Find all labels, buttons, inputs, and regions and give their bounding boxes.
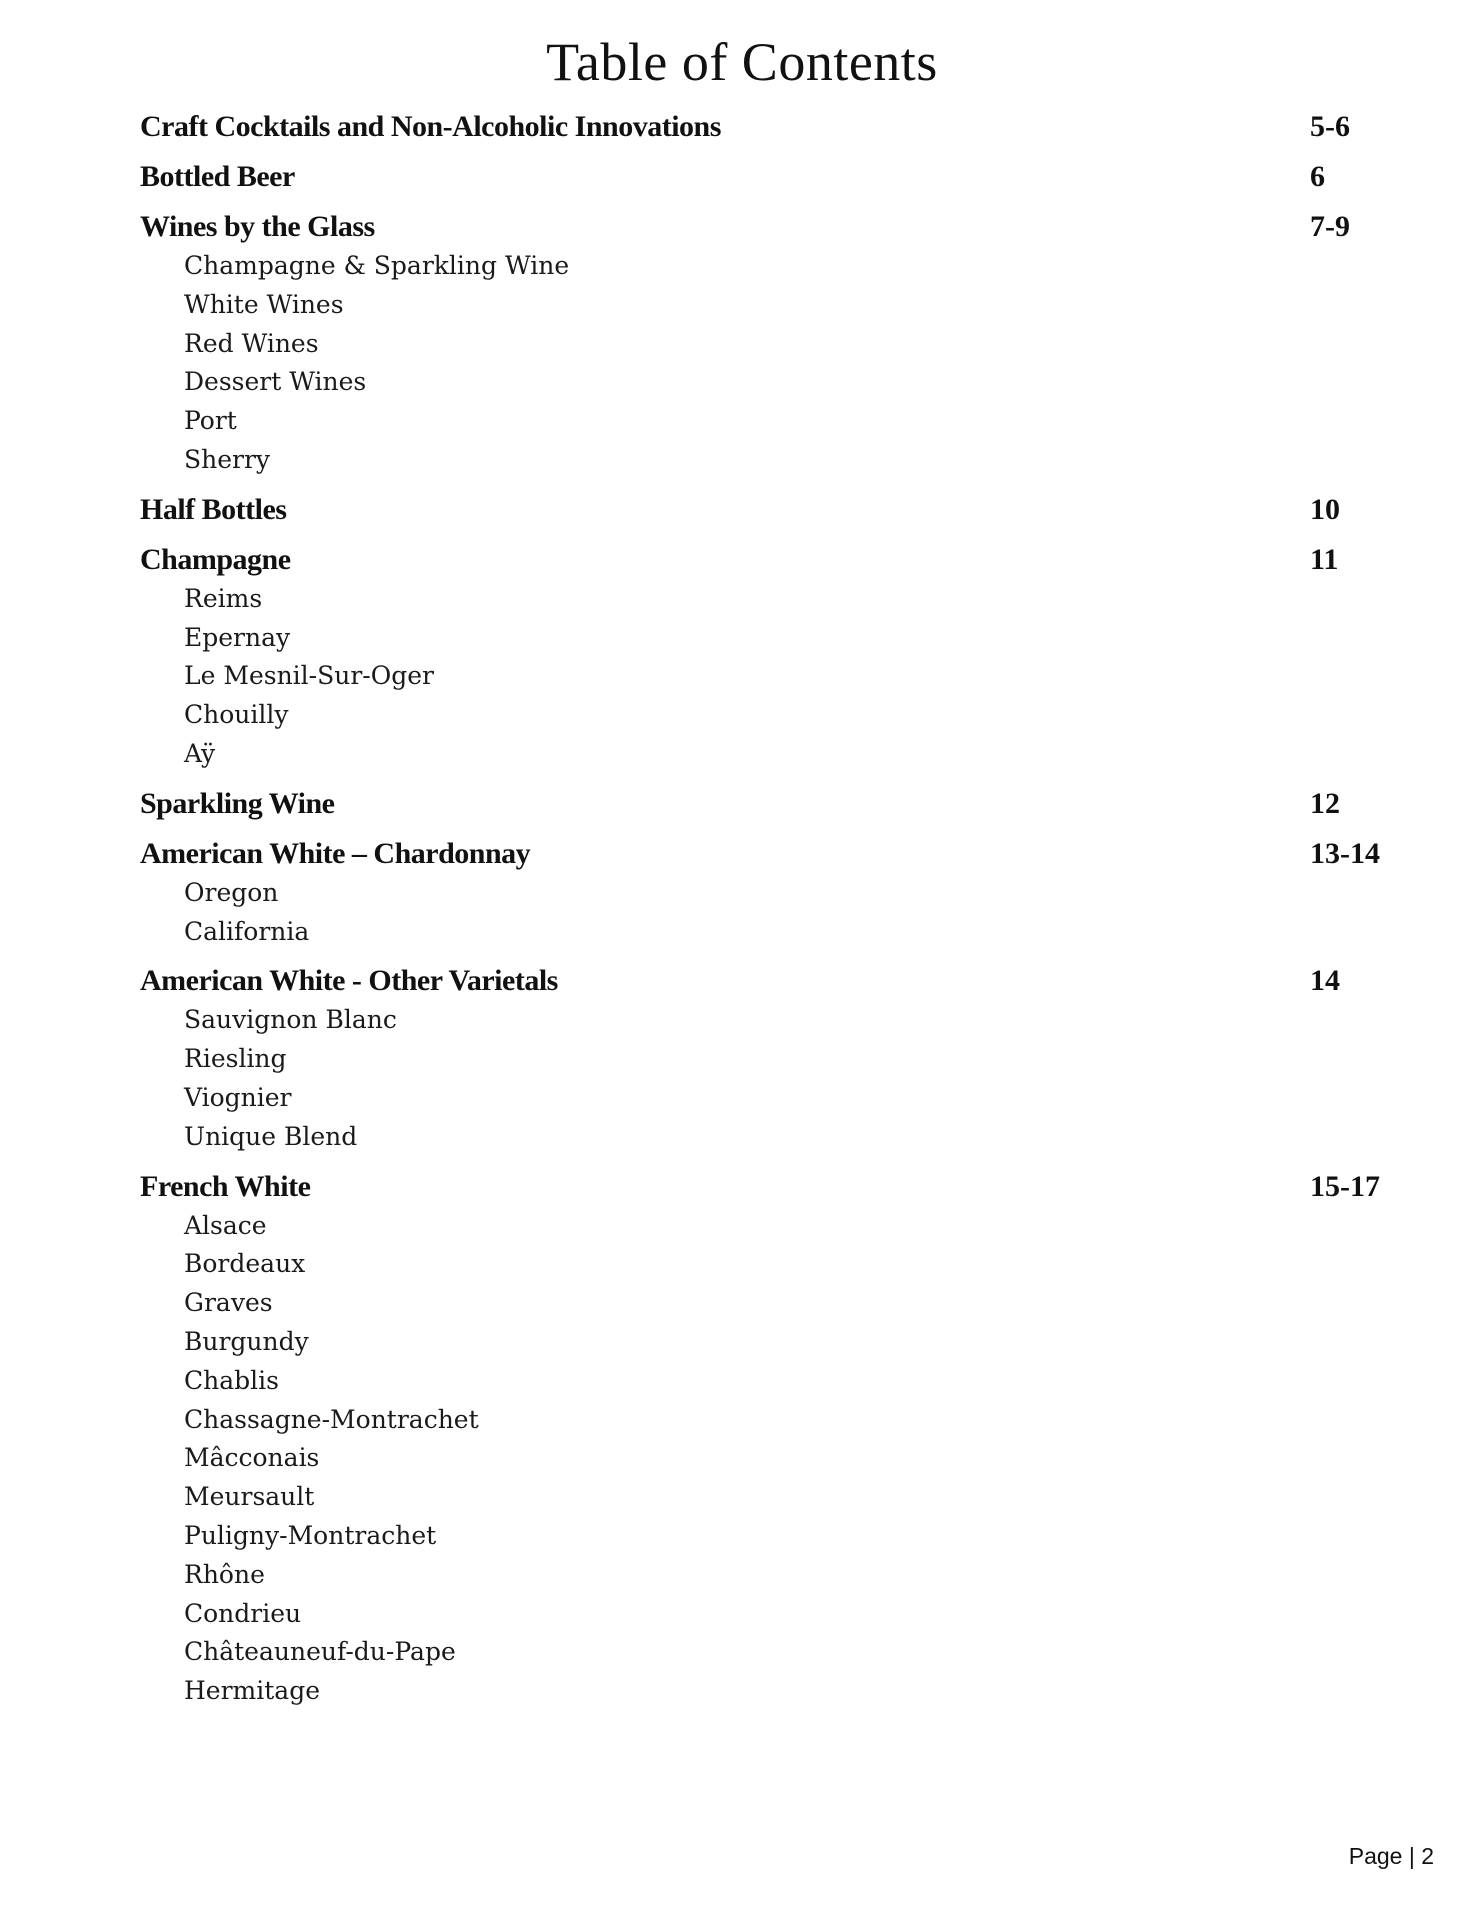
toc-subsection-list	[140, 1001, 1400, 1156]
toc-subsection-item: Le Mesnil-Sur-Oger	[184, 661, 434, 691]
toc-section-row	[140, 784, 1400, 824]
toc-section-title: Craft Cocktails and Non-Alcoholic Innovations	[140, 110, 721, 143]
toc-subsection-item: White Wines	[184, 289, 344, 319]
toc-subsection-item: California	[184, 916, 310, 946]
toc-subsection-item: Reims	[184, 583, 263, 613]
toc-section-page-number: 5-6	[1310, 110, 1350, 143]
toc-entry	[140, 834, 1400, 952]
toc-subsection-list	[140, 874, 1400, 952]
toc-subsection-list	[140, 247, 1400, 480]
toc-section-page-number: 10	[1310, 492, 1340, 526]
toc-entry	[140, 540, 1400, 774]
toc-section-title: Sparkling Wine	[140, 786, 335, 820]
toc-subsection-item: Chassagne-Montrachet	[184, 1404, 479, 1434]
toc-section-page-number: 13-14	[1310, 836, 1380, 870]
toc-subsection-item: Condrieu	[184, 1598, 302, 1628]
toc-section-page-number: 11	[1310, 542, 1339, 576]
toc-subsection-item: Hermitage	[184, 1676, 320, 1706]
toc-section-title: French White	[140, 1169, 311, 1203]
toc-section-row	[140, 157, 1400, 197]
page-title: Table of Contents	[546, 32, 938, 92]
toc-subsection-item: Epernay	[184, 622, 291, 652]
toc-subsection-item: Sauvignon Blanc	[184, 1005, 397, 1035]
toc-subsection-item: Sherry	[184, 444, 271, 474]
toc-entry	[140, 961, 1400, 1156]
toc-entry	[140, 107, 1400, 147]
toc-subsection-item: Bordeaux	[184, 1249, 306, 1279]
toc-subsection-item: Red Wines	[184, 328, 319, 358]
toc-section-row	[140, 107, 1400, 147]
toc-section-row	[140, 207, 1400, 247]
toc-subsection-item: Aÿ	[184, 738, 216, 768]
toc-section-row	[140, 834, 1400, 874]
toc-subsection-item: Rhône	[184, 1559, 265, 1589]
toc-subsection-item: Port	[184, 406, 237, 436]
toc-subsection-item: Unique Blend	[184, 1121, 358, 1151]
toc-subsection-item: Châteauneuf-du-Pape	[184, 1637, 456, 1667]
page-number: Page | 2	[1348, 1843, 1434, 1869]
toc-section-page-number: 7-9	[1310, 210, 1350, 243]
toc-entry	[140, 784, 1400, 824]
toc-subsection-item: Chablis	[184, 1365, 279, 1395]
toc-subsection-item: Puligny-Montrachet	[184, 1520, 437, 1550]
toc-section-title: American White – Chardonnay	[140, 836, 531, 870]
toc-subsection-item: Meursault	[184, 1482, 315, 1512]
toc-subsection-item: Champagne & Sparkling Wine	[184, 251, 570, 280]
toc-subsection-item: Chouilly	[184, 700, 289, 730]
toc-section-row	[140, 1167, 1400, 1207]
toc-subsection-item: Oregon	[184, 877, 279, 907]
toc-section-page-number: 6	[1310, 160, 1325, 193]
toc-section-title: Champagne	[140, 542, 291, 576]
toc-section-page-number: 15-17	[1310, 1169, 1380, 1203]
toc-section-title: Bottled Beer	[140, 160, 295, 193]
toc-section-row	[140, 961, 1400, 1001]
toc-section-row	[140, 540, 1400, 580]
toc-entry	[140, 490, 1400, 530]
toc-subsection-item: Riesling	[184, 1044, 287, 1074]
toc-entry	[140, 1167, 1400, 1711]
toc-entry	[140, 157, 1400, 197]
table-of-contents	[140, 107, 1400, 1721]
toc-subsection-item: Graves	[184, 1288, 273, 1318]
toc-subsection-item: Dessert Wines	[184, 367, 367, 397]
toc-section-title: American White - Other Varietals	[140, 964, 558, 998]
toc-subsection-item: Mâcconais	[184, 1443, 320, 1473]
toc-subsection-item: Burgundy	[184, 1326, 309, 1356]
toc-subsection-item: Alsace	[184, 1210, 267, 1240]
toc-subsection-list	[140, 580, 1400, 774]
toc-subsection-list	[140, 1207, 1400, 1711]
toc-section-page-number: 14	[1310, 964, 1340, 998]
toc-entry	[140, 207, 1400, 480]
toc-subsection-item: Viognier	[184, 1082, 292, 1112]
toc-section-title: Wines by the Glass	[140, 210, 375, 243]
toc-section-title: Half Bottles	[140, 492, 287, 526]
toc-section-row	[140, 490, 1400, 530]
toc-section-page-number: 12	[1310, 786, 1340, 820]
